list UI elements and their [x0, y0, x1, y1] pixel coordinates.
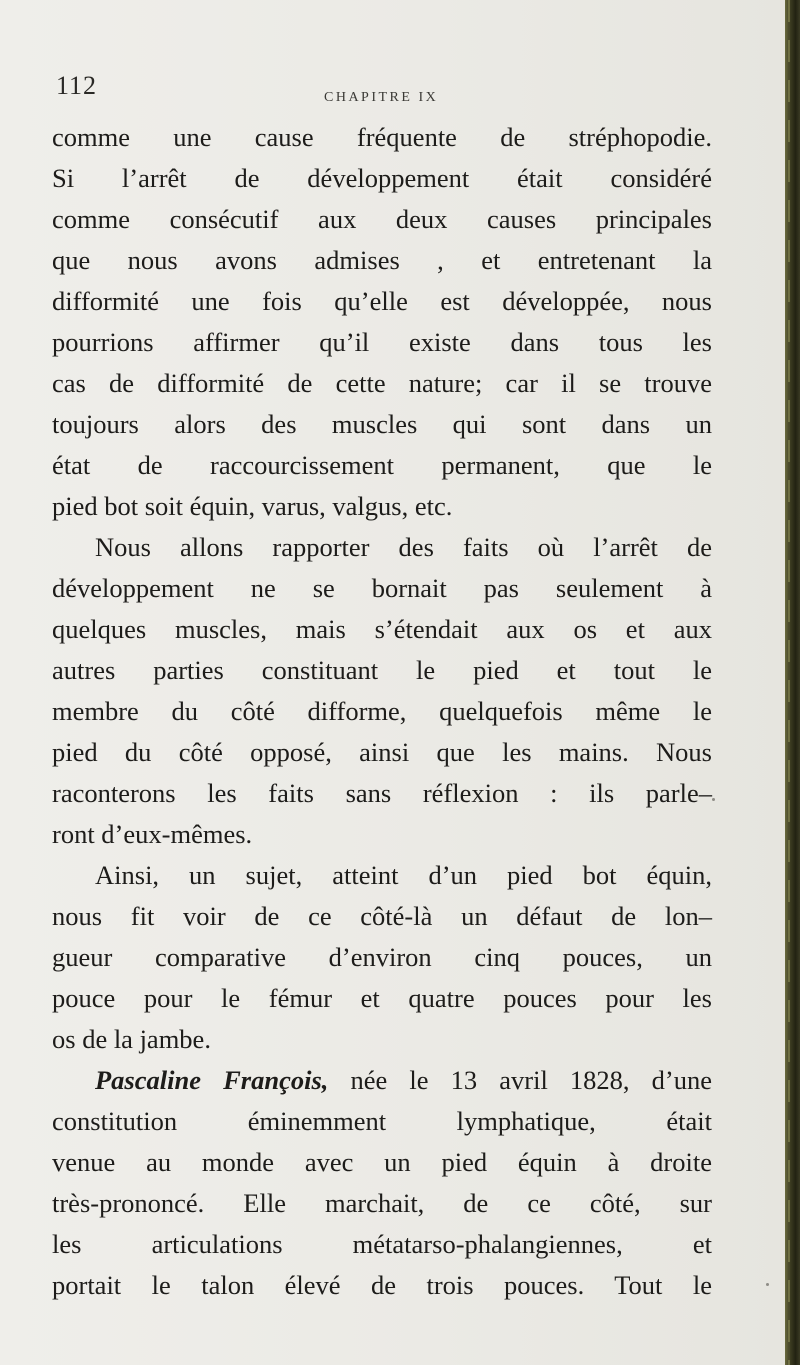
text-line: pourrions affirmer qu’il existe dans tous les — [52, 327, 712, 357]
text-line: que nous avons admises , et entretenant la — [52, 245, 712, 275]
text-line: venue au monde avec un pied équin à droite — [52, 1147, 712, 1177]
text-line: autres parties constituant le pied et tout le — [52, 655, 712, 685]
book-binding-edge — [785, 0, 800, 1365]
text-line: pouce pour le fémur et quatre pouces pour les — [52, 983, 712, 1013]
text-line: cas de difformité de cette nature; car il se trouve — [52, 368, 712, 398]
text-line: état de raccourcissement permanent, que le — [52, 450, 712, 480]
text-line: développement ne se bornait pas seulement à — [52, 573, 712, 603]
text-line: ront d’eux-mêmes. — [52, 819, 253, 849]
text-line: pied bot soit équin, varus, valgus, etc. — [52, 491, 453, 521]
italic-name: Pascaline François, — [95, 1065, 329, 1095]
text-line: comme consécutif aux deux causes principales — [52, 204, 712, 234]
text-line: Ainsi, un sujet, atteint d’un pied bot équin, — [95, 860, 712, 890]
text-line: membre du côté difforme, quelquefois même le — [52, 696, 712, 726]
page-number: 112 — [56, 71, 98, 100]
text-line: pied du côté opposé, ainsi que les mains. Nous — [52, 737, 712, 767]
page-speck — [712, 798, 715, 801]
text-line: toujours alors des muscles qui sont dans un — [52, 409, 712, 439]
text-line: les articulations métatarso-phalangiennes, et — [52, 1229, 712, 1259]
text-line: raconterons les faits sans réflexion : ils parle– — [52, 778, 712, 808]
text-line: constitution éminemment lymphatique, était — [52, 1106, 712, 1136]
text-line — [52, 1060, 712, 1101]
text-line: très-prononcé. Elle marchait, de ce côté, sur — [52, 1188, 712, 1218]
page-speck — [766, 1283, 769, 1286]
text-line: quelques muscles, mais s’étendait aux os et aux — [52, 614, 712, 644]
running-head: CHAPITRE IX — [324, 90, 439, 105]
text-line: Nous allons rapporter des faits où l’arrêt de — [95, 532, 712, 562]
text-line: difformité une fois qu’elle est développée, nous — [52, 286, 712, 316]
text-line: gueur comparative d’environ cinq pouces, un — [52, 942, 712, 972]
text-line: nous fit voir de ce côté-là un défaut de lon– — [52, 901, 712, 931]
text-line: comme une cause fréquente de stréphopodie. — [52, 122, 712, 152]
text-line: os de la jambe. — [52, 1024, 211, 1054]
body-text — [52, 117, 712, 1306]
text-line: portait le talon élevé de trois pouces. Tout le — [52, 1270, 712, 1300]
text-line: Si l’arrêt de développement était considéré — [52, 163, 712, 193]
line-text: née le 13 avril 1828, d’une — [328, 1065, 712, 1095]
